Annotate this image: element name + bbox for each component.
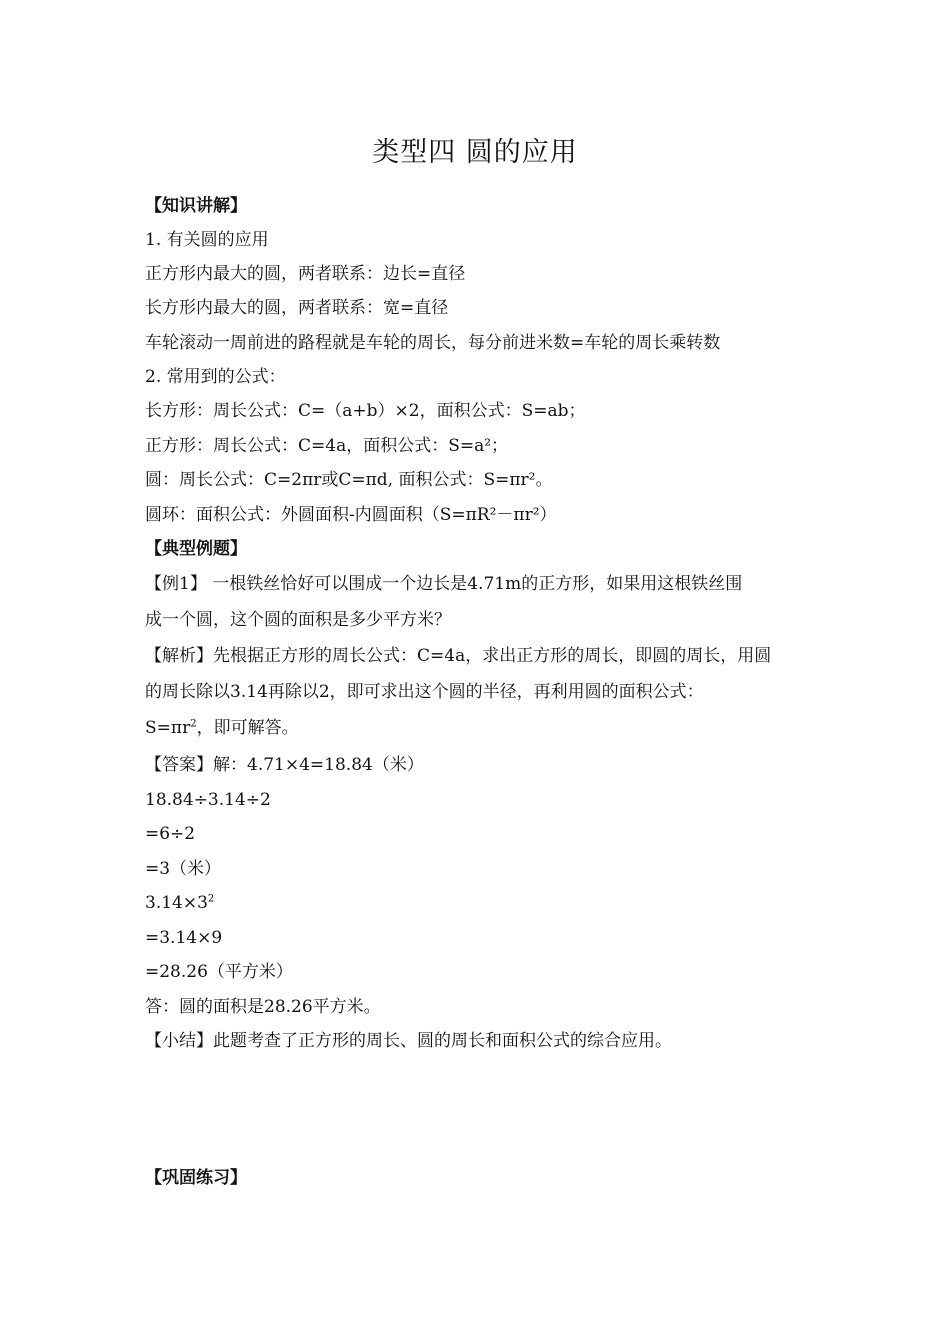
knowledge-line: 长方形内最大的圆，两者联系：宽=直径 — [145, 298, 449, 318]
knowledge-heading: 【知识讲解】 — [145, 196, 247, 216]
answer-line: 【答案】解：4.71×4=18.84（米） — [145, 755, 424, 775]
knowledge-line: 1. 有关圆的应用 — [145, 230, 269, 250]
answer-line: 18.84÷3.14÷2 — [145, 790, 271, 810]
knowledge-line: 车轮滚动一周前进的路程就是车轮的周长，每分前进米数=车轮的周长乘转数 — [145, 333, 721, 353]
knowledge-line: 正方形内最大的圆，两者联系：边长=直径 — [145, 264, 466, 284]
analysis-line-last — [145, 710, 810, 746]
analysis-formula: S=πr — [145, 718, 191, 738]
analysis-superscript: 2 — [190, 718, 197, 730]
answer-line — [145, 891, 214, 915]
page-title: 类型四 圆的应用 — [372, 137, 578, 168]
practice-heading: 【巩固练习】 — [145, 1168, 247, 1188]
example-analysis — [145, 638, 810, 746]
analysis-tail: ，即可解答。 — [196, 718, 299, 738]
example-question — [145, 566, 810, 638]
answer-line: =3.14×9 — [145, 928, 223, 948]
answer-superscript: 2 — [207, 893, 215, 905]
formula-ring: 圆环：面积公式：外圆面积-内圆面积（S=πR²－πr²） — [145, 505, 557, 525]
formula-rectangle: 长方形：周长公式：C=（a+b）×2，面积公式：S=ab； — [145, 401, 586, 421]
answer-conclusion: 答：圆的面积是28.26平方米。 — [145, 997, 381, 1017]
formula-square: 正方形：周长公式：C=4a，面积公式：S=a²； — [145, 436, 509, 456]
question-line: 成一个圆，这个圆的面积是多少平方米？ — [145, 610, 451, 630]
answer-expression: 3.14×3 — [145, 893, 208, 913]
summary-line: 【小结】此题考查了正方形的周长、圆的周长和面积公式的综合应用。 — [145, 1031, 672, 1051]
question-line: 【例1】 一根铁丝恰好可以围成一个边长是4.71m的正方形，如果用这根铁丝围 — [145, 574, 743, 594]
analysis-line: 的周长除以3.14再除以2，即可求出这个圆的半径，再利用圆的面积公式： — [145, 682, 704, 702]
analysis-line: 【解析】先根据正方形的周长公式：C=4a，求出正方形的周长，即圆的周长，用圆 — [145, 646, 772, 666]
knowledge-line: 2. 常用到的公式： — [145, 367, 286, 387]
answer-line: =3（米） — [145, 859, 222, 879]
examples-heading: 【典型例题】 — [145, 539, 247, 559]
answer-line: =6÷2 — [145, 824, 196, 844]
formula-circle: 圆：周长公式：C=2πr或C=πd, 面积公式：S=πr²。 — [145, 470, 553, 490]
answer-line: =28.26（平方米） — [145, 962, 293, 982]
